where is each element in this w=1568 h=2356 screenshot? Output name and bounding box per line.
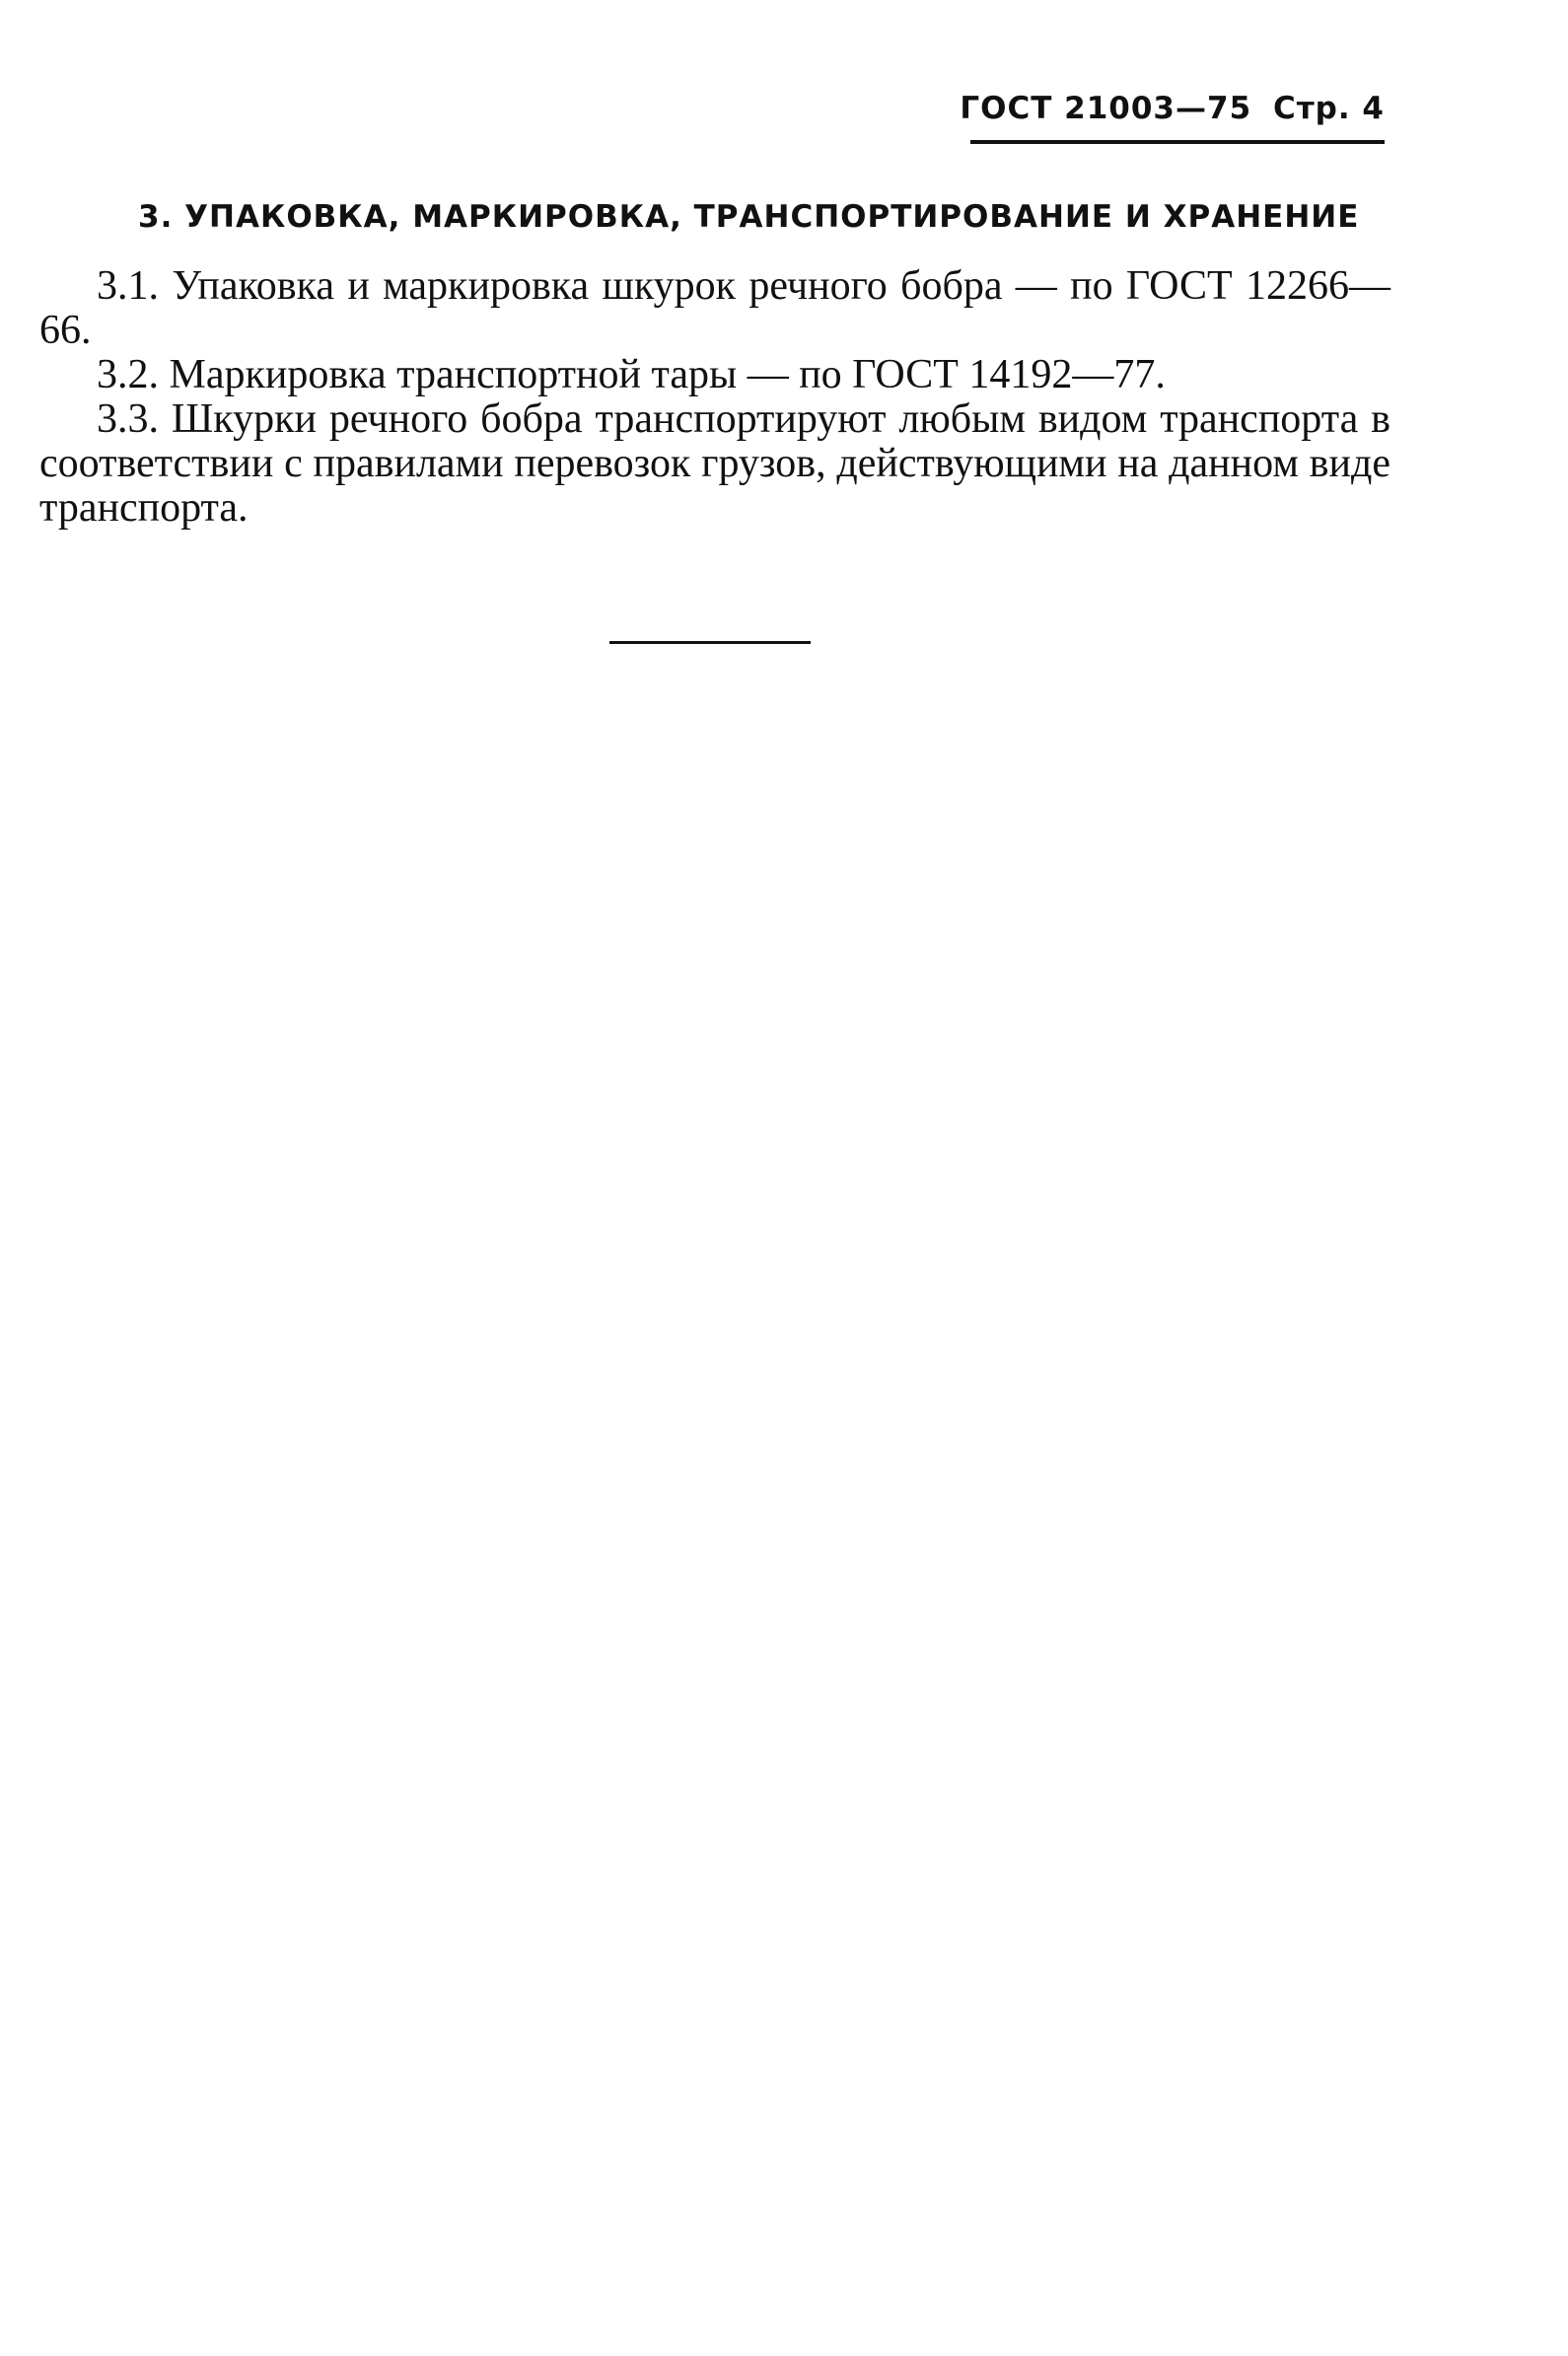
paragraph-3-2: 3.2. Маркировка транспортной тары — по ГОСТ 14192—77.	[97, 352, 1166, 397]
page-number: Стр. 4	[1272, 91, 1385, 126]
section-body	[39, 264, 1390, 531]
end-rule	[609, 641, 811, 644]
page-header	[960, 91, 1385, 126]
paragraph-3-3: 3.3. Шкурки речного бобра транспортируют любым видом транспорта в соответствии с правилами перевозок грузов, действующими на данном виде транспорта.	[39, 396, 1390, 531]
header-rule	[970, 140, 1385, 144]
paragraph-3-1: 3.1. Упаковка и маркировка шкурок речного бобра — по ГОСТ 12266—66.	[39, 263, 1390, 353]
document-number: ГОСТ 21003—75	[960, 91, 1252, 126]
section-title: 3. УПАКОВКА, МАРКИРОВКА, ТРАНСПОРТИРОВАНИЕ И ХРАНЕНИЕ	[138, 199, 1360, 235]
